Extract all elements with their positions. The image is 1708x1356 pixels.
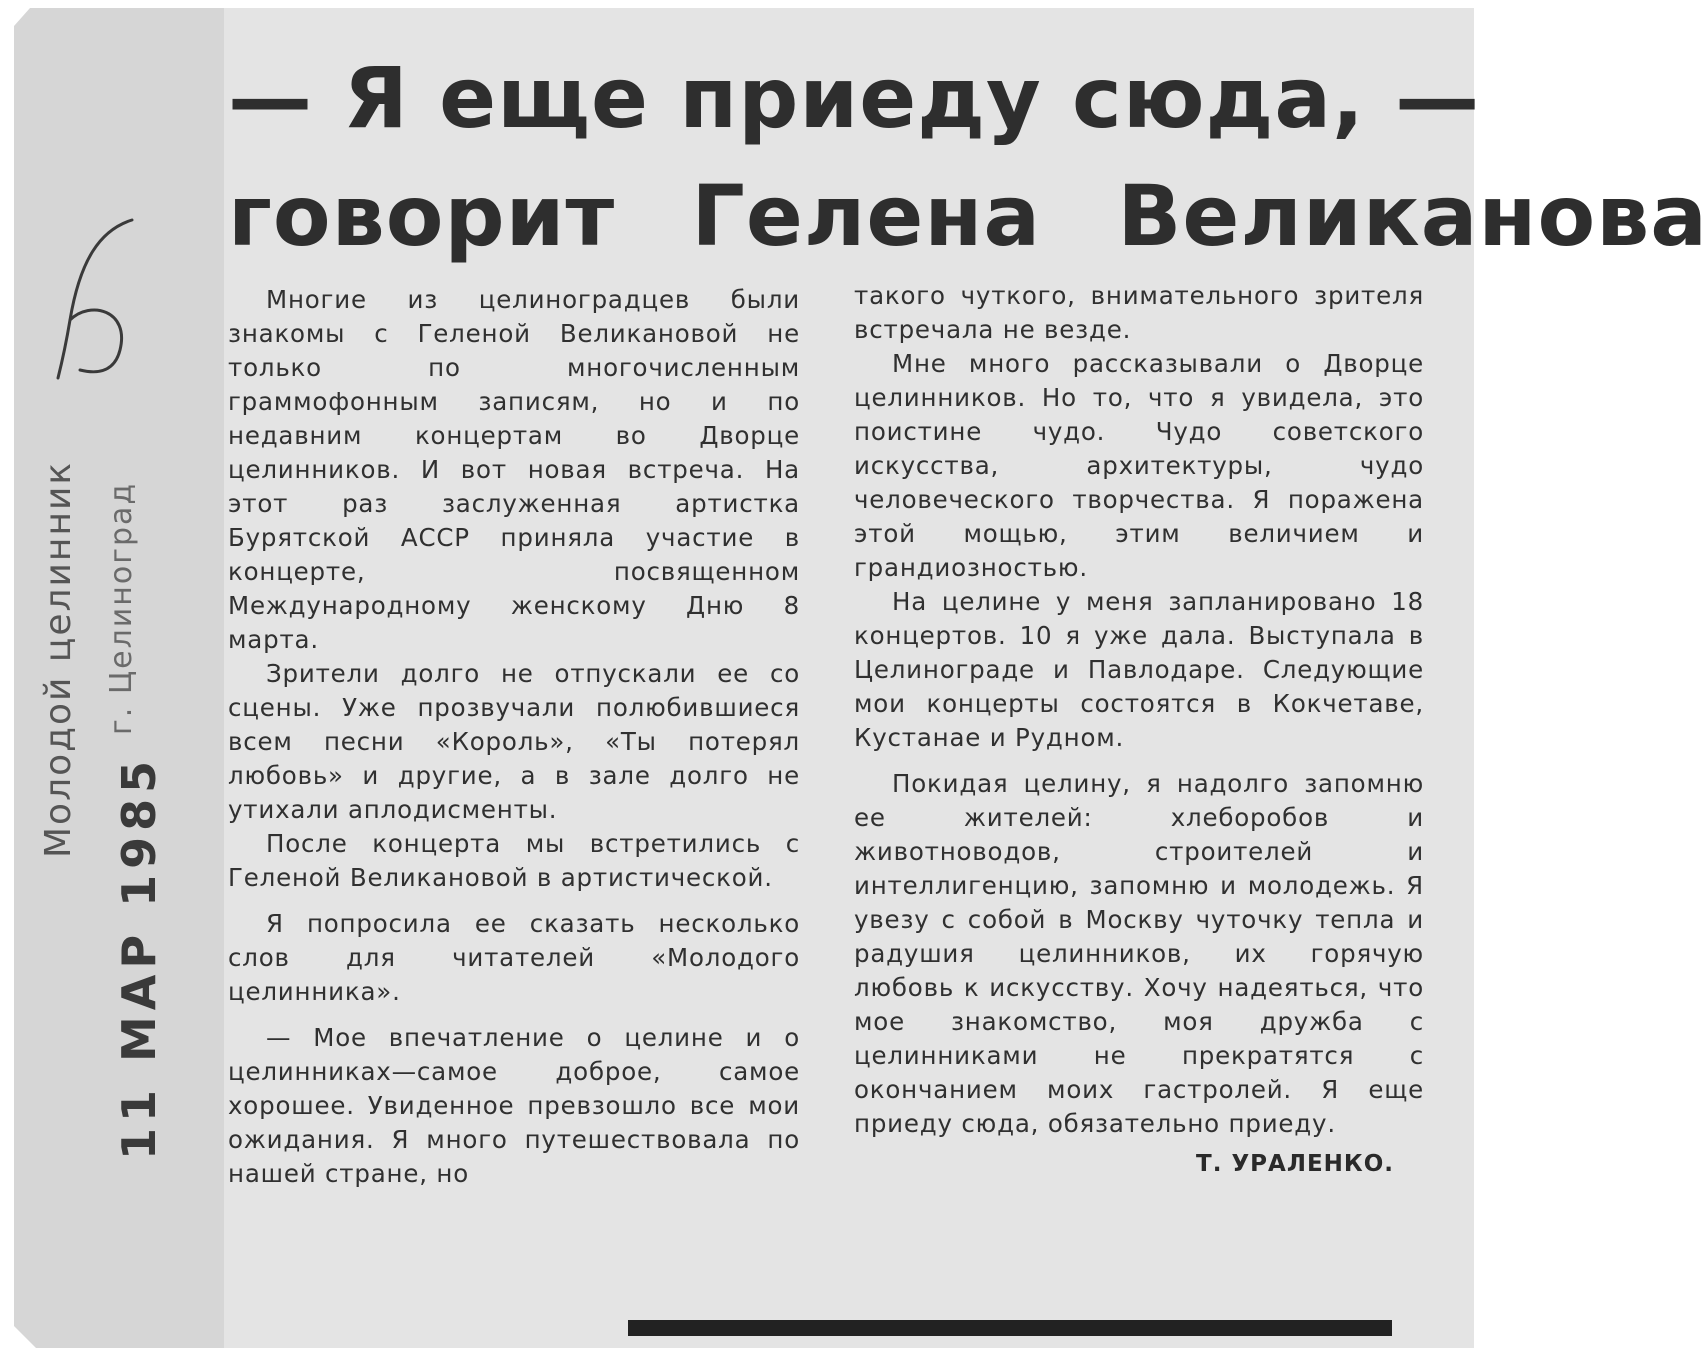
paragraph: Я попросила ее сказать несколько слов для читателей «Молодого целинника». bbox=[228, 909, 800, 1006]
handwritten-mark bbox=[40, 200, 150, 380]
paragraph: Мне много рассказывали о Дворце целинников. Но то, что я увидела, это поистине чудо. Чудо советского искусства, архитектуры, чудо человеческого творчества. Я поражена этой мощью, этим величием и грандиозностью. bbox=[854, 349, 1424, 582]
headline-line-2: говорит Гелена Великанова bbox=[228, 167, 1708, 265]
article-column-right bbox=[854, 279, 1424, 1181]
paragraph: Многие из целиноградцев были знакомы с Геленой Великановой не только по многочисленным граммофонным записям, но и по недавним концертам во Дворце целинников. И вот новая встреча. На этот раз заслуженная артистка Бурятской АССР приняла участие в концерте, посвященном Международному женскому Дню 8 марта. bbox=[228, 285, 800, 654]
article-column-left bbox=[228, 283, 800, 1191]
publication-stamp: Молодой целинник bbox=[38, 460, 79, 858]
bottom-rule bbox=[628, 1320, 1392, 1336]
paragraph: Зрители долго не отпускали ее со сцены. Уже прозвучали полюбившиеся всем песни «Король», «Ты потерял любовь» и другие, а в зале долго не утихали аплодисменты. bbox=[228, 659, 800, 824]
paragraph: На целине у меня запланировано 18 концертов. 10 я уже дала. Выступала в Целинограде и Павлодаре. Следующие мои концерты состоятся в Кокчетаве, Кустанае и Рудном. bbox=[854, 587, 1424, 752]
city-stamp: г. Целиноград bbox=[104, 481, 139, 735]
date-stamp: 11 МАР 1985 bbox=[112, 754, 166, 1160]
paragraph: Покидая целину, я надолго запомню ее жителей: хлеборобов и животноводов, строителей и интеллигенцию, запомню и молодежь. Я увезу с собой в Москву чуточку тепла и радушия целинников, их горячую любовь к искусству. Хочу надеяться, что мое знакомство, моя дружба с целинниками не прекратятся с окончанием моих гастролей. Я еще приеду сюда, обязательно приеду. bbox=[854, 769, 1424, 1138]
headline-line-1: — Я еще приеду сюда, — bbox=[228, 49, 1481, 147]
paragraph: После концерта мы встретились с Геленой Великановой в артистической. bbox=[228, 829, 800, 892]
paragraph: — Мое впечатление о целине и о целинниках—самое доброе, самое хорошее. Увиденное превзошло все мои ожидания. Я много путешествовала по нашей стране, но bbox=[228, 1023, 800, 1188]
author-signature: Т. УРАЛЕНКО. bbox=[1196, 1151, 1394, 1177]
paragraph-continuation: такого чуткого, внимательного зрителя встречала не везде. bbox=[854, 281, 1424, 344]
